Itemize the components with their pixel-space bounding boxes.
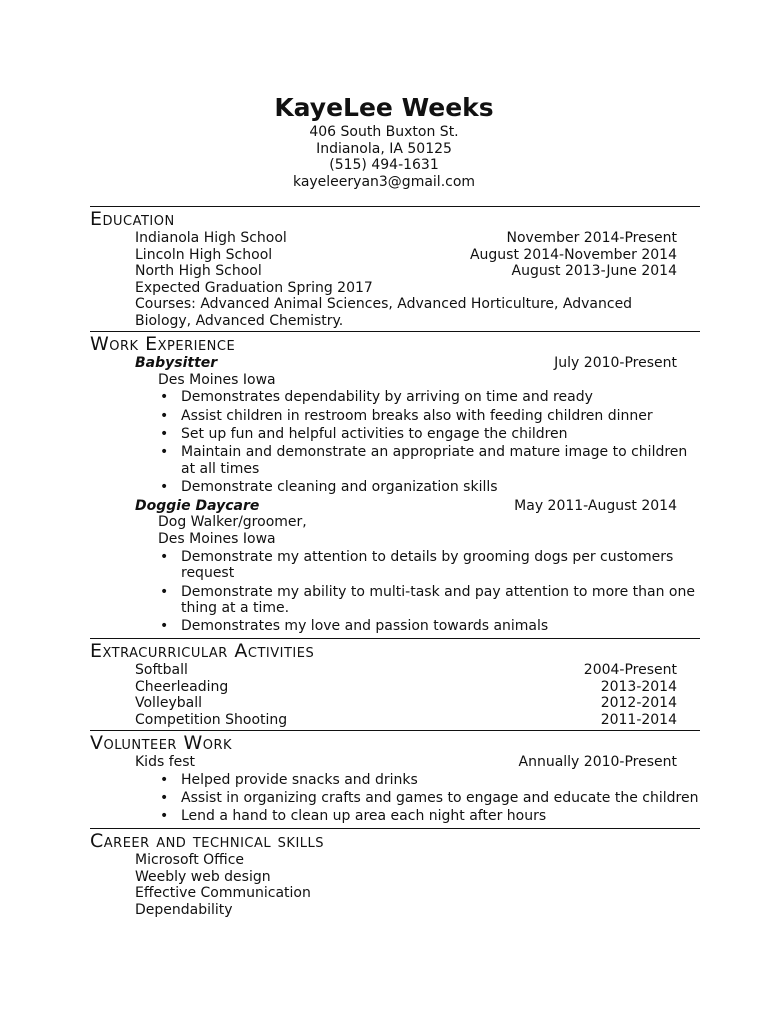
phone-number: (515) 494-1631 [329, 157, 439, 174]
skill-item: Effective Communication [135, 885, 311, 902]
bullet-icon: • [160, 789, 169, 806]
email-address: kayeleeryan3@gmail.com [292, 173, 476, 190]
bullet-icon: • [160, 389, 169, 406]
bullet-icon: • [160, 808, 169, 825]
section-divider [90, 730, 700, 731]
school-dates: November 2014-Present [506, 230, 677, 246]
activity-row [90, 695, 700, 712]
activity-dates: 2011-2014 [600, 711, 677, 728]
duty-text: Lend a hand to clean up area each night after hours [181, 808, 547, 825]
duty-text: Demonstrate cleaning and organization skills [181, 479, 498, 496]
list-item [90, 408, 700, 425]
bullet-icon: • [160, 444, 169, 461]
job-dates: July 2010-Present [554, 355, 677, 371]
skill-item: Weebly web design [135, 868, 271, 885]
activity-name: Volleyball [135, 695, 202, 712]
section-divider [90, 828, 700, 829]
work-experience-heading: Work Experience [90, 333, 236, 355]
activity-row [90, 662, 700, 679]
job-dates: May 2011-August 2014 [514, 497, 677, 514]
bullet-icon: • [160, 425, 169, 442]
job-duties-list [90, 389, 700, 496]
school-name: North High School [135, 263, 262, 280]
school-row [90, 263, 700, 280]
education-heading: Education [90, 208, 175, 230]
job-header [90, 355, 700, 372]
list-item [90, 389, 700, 406]
list-item [90, 772, 700, 789]
school-name: Lincoln High School [135, 246, 273, 263]
activity-dates: 2012-2014 [600, 695, 677, 712]
list-item [90, 444, 700, 477]
school-dates: August 2014-November 2014 [469, 246, 677, 263]
volunteer-row [90, 754, 700, 771]
duty-text: Set up fun and helpful activities to engage the children [181, 425, 568, 442]
activity-row [90, 679, 700, 696]
list-item [90, 549, 700, 582]
list-item [90, 479, 700, 496]
job-role: Dog Walker/groomer, [158, 514, 307, 531]
skill-item: Microsoft Office [135, 852, 245, 868]
duty-text: Demonstrates dependability by arriving on time and ready [181, 389, 593, 406]
list-item [90, 790, 700, 807]
section-divider [90, 638, 700, 639]
volunteer-dates: Annually 2010-Present [518, 754, 677, 770]
school-name: Indianola High School [135, 230, 287, 246]
job-duties-list [90, 549, 700, 636]
duty-text: Maintain and demonstrate an appropriate and mature image to children at all times [181, 444, 688, 477]
duty-text: Assist children in restroom breaks also with feeding children dinner [181, 407, 653, 424]
activity-name: Softball [135, 662, 188, 678]
duty-text: Demonstrates my love and passion towards animals [181, 618, 549, 635]
bullet-icon: • [160, 771, 169, 788]
job-location: Des Moines Iowa [158, 371, 276, 388]
school-row [90, 247, 700, 264]
job-location: Des Moines Iowa [158, 530, 276, 547]
bullet-icon: • [160, 583, 169, 600]
bullet-icon: • [160, 479, 169, 496]
address-line-1: 406 South Buxton St. [309, 124, 459, 140]
bullet-icon: • [160, 548, 169, 565]
duty-text: Assist in organizing crafts and games to engage and educate the children [181, 789, 699, 806]
resume-header [0, 93, 768, 190]
activity-name: Competition Shooting [135, 711, 288, 728]
activity-row [90, 712, 700, 729]
activity-name: Cheerleading [135, 678, 229, 695]
bullet-icon: • [160, 618, 169, 635]
bullet-icon: • [160, 407, 169, 424]
job-header [90, 498, 700, 515]
volunteer-section [90, 730, 700, 827]
skill-item: Dependability [135, 901, 233, 918]
skills-heading: Career and technical skills [90, 830, 325, 852]
section-divider [90, 331, 700, 332]
work-experience-section [90, 331, 700, 637]
duty-text: Helped provide snacks and drinks [181, 771, 418, 788]
volunteer-event: Kids fest [135, 754, 196, 770]
school-row [90, 230, 700, 247]
education-section [90, 206, 700, 330]
extracurricular-heading: Extracurricular Activities [90, 640, 315, 662]
volunteer-heading: Volunteer Work [90, 732, 233, 754]
list-item [90, 618, 700, 635]
job-title: Doggie Daycare [135, 497, 260, 514]
list-item [90, 584, 700, 617]
list-item [90, 808, 700, 825]
address-line-2: Indianola, IA 50125 [316, 140, 452, 157]
school-dates: August 2013-June 2014 [511, 263, 677, 280]
extracurricular-section [90, 638, 700, 728]
candidate-name: KayeLee Weeks [274, 93, 494, 122]
skills-section [90, 828, 700, 918]
duty-text: Demonstrate my ability to multi-task and pay attention to more than one thing at a time. [181, 583, 695, 617]
section-divider [90, 206, 700, 207]
activity-dates: 2013-2014 [600, 678, 677, 695]
activity-dates: 2004-Present [583, 662, 677, 678]
graduation-note: Expected Graduation Spring 2017 [135, 279, 373, 296]
courses-list: Courses: Advanced Animal Sciences, Advanced Horticulture, Advanced Biology, Advanced Chemistry. [135, 296, 633, 329]
duty-text: Demonstrate my attention to details by grooming dogs per customers request [181, 548, 674, 582]
list-item [90, 426, 700, 443]
job-title: Babysitter [135, 355, 218, 371]
volunteer-duties-list [90, 772, 700, 825]
